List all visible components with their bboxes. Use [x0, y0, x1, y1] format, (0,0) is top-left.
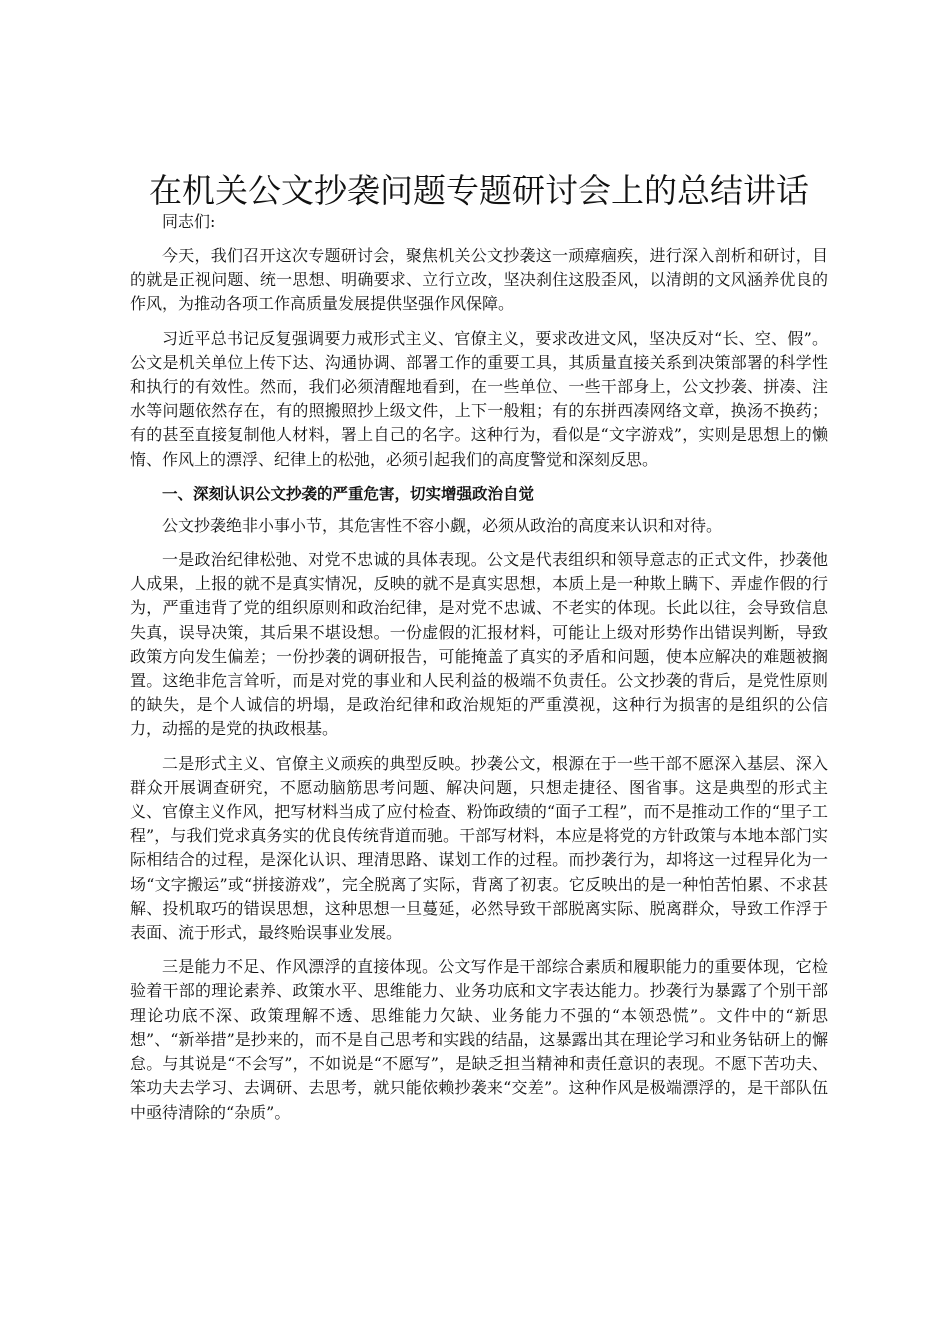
section-heading-1: 一、深刻认识公文抄袭的严重危害，切实增强政治自觉	[162, 484, 535, 503]
paragraph-section1-intro: 公文抄袭绝非小事小节，其危害性不容小觑，必须从政治的高度来认识和对待。	[162, 515, 723, 535]
document-title: 在机关公文抄袭问题专题研讨会上的总结讲话	[149, 171, 809, 210]
document-page	[130, 168, 828, 1135]
paragraph-point-2: 二是形式主义、官僚主义顽疾的典型反映。抄袭公文，根源在于一些干部不愿深入基层、深入群众开展调查研究，不愿动脑筋思考问题、解决问题，只想走捷径、图省事。这是典型的形式主义、官僚主义作风，把写材料当成了应付检查、粉饰政绩的“面子工程”，而不是推动工作的“里子工程”，与我们党求真务实的优良传统背道而驰。干部写材料，本应是将党的方针政策与本地本部门实际相结合的过程，是深化认识、理清思路、谋划工作的过程。而抄袭行为，却将这一过程异化为一场“文字搬运”或“拼接游戏”，完全脱离了实际，背离了初衷。它反映出的是一种怕苦怕累、不求甚解、投机取巧的错误思想，这种思想一旦蔓延，必然导致干部脱离实际、脱离群众，导致工作浮于表面、流于形式，最终贻误事业发展。	[130, 753, 828, 943]
paragraph-point-3: 三是能力不足、作风漂浮的直接体现。公文写作是干部综合素质和履职能力的重要体现，它检验着干部的理论素养、政策水平、思维能力、业务功底和文字表达能力。抄袭行为暴露了个别干部理论功底不深、政策理解不透、思维能力欠缺、业务能力不强的“本领恐慌”。文件中的“新思想”、“新举措”是抄来的，而不是自己思考和实践的结晶，这暴露出其在理论学习和业务钻研上的懈怠。与其说是“不会写”，不如说是“不愿写”，是缺乏担当精神和责任意识的表现。不愿下苦功夫、笨功夫去学习、去调研、去思考，就只能依赖抄袭来“交差”。这种作风是极端漂浮的，是干部队伍中亟待清除的“杂质”。	[130, 957, 828, 1122]
paragraph-opening: 今天，我们召开这次专题研讨会，聚焦机关公文抄袭这一顽瘴痼疾，进行深入剖析和研讨，目的就是正视问题、统一思想、明确要求、立行立改，坚决刹住这股歪风，以清朗的文风涵养优良的作风，为推动各项工作高质量发展提供坚强作风保障。	[130, 246, 828, 314]
salutation: 同志们:	[162, 212, 216, 231]
paragraph-background: 习近平总书记反复强调要力戒形式主义、官僚主义，要求改进文风，坚决反对“长、空、假”。公文是机关单位上传下达、沟通协调、部署工作的重要工具，其质量直接关系到决策部署的科学性和执行的有效性。然而，我们必须清醒地看到，在一些单位、一些干部身上，公文抄袭、拼凑、注水等问题依然存在，有的照搬照抄上级文件，上下一般粗；有的东拼西凑网络文章，换汤不换药；有的甚至直接复制他人材料，署上自己的名字。这种行为，看似是“文字游戏”，实则是思想上的懒惰、作风上的漂浮、纪律上的松弛，必须引起我们的高度警觉和深刻反思。	[130, 328, 828, 469]
paragraph-point-1: 一是政治纪律松弛、对党不忠诚的具体表现。公文是代表组织和领导意志的正式文件，抄袭他人成果，上报的就不是真实情况，反映的就不是真实思想，本质上是一种欺上瞒下、弄虚作假的行为，严重违背了党的组织原则和政治纪律，是对党不忠诚、不老实的体现。长此以往，会导致信息失真，误导决策，其后果不堪设想。一份虚假的汇报材料，可能让上级对形势作出错误判断，导致政策方向发生偏差；一份抄袭的调研报告，可能掩盖了真实的矛盾和问题，使本应解决的难题被搁置。这绝非危言耸听，而是对党的事业和人民利益的极端不负责任。公文抄袭的背后，是党性原则的缺失，是个人诚信的坍塌，是政治纪律和政治规矩的严重漠视，这种行为损害的是组织的公信力，动摇的是党的执政根基。	[130, 550, 828, 739]
